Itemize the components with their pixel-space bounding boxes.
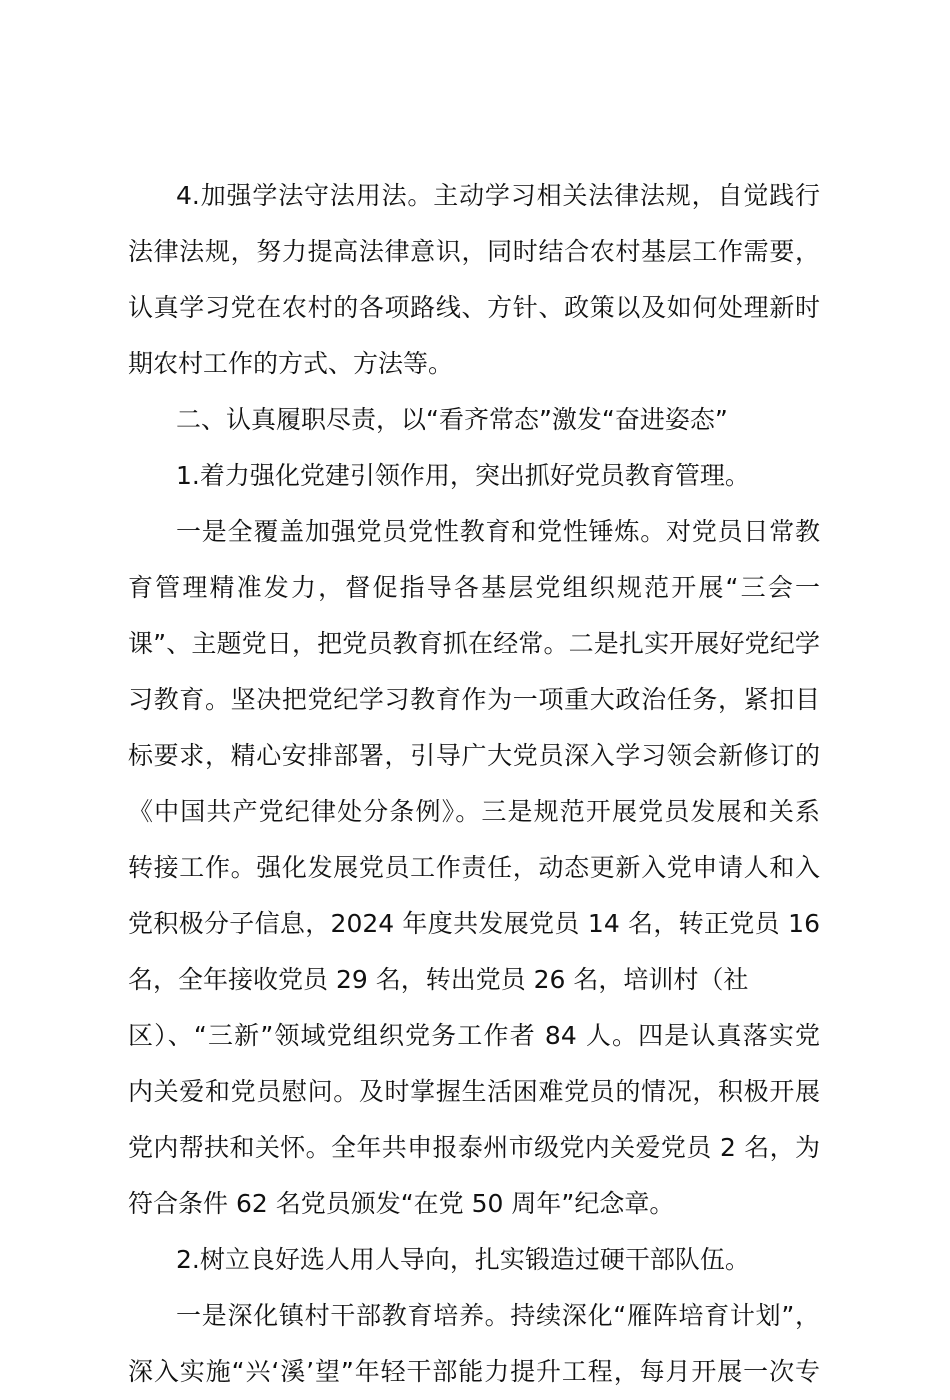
paragraph-line: 一是全覆盖加强党员党性教育和党性锤炼。对党员日常教 [176, 517, 820, 546]
paragraph-line: 习教育。坚决把党纪学习教育作为一项重大政治任务，紧扣目 [128, 685, 820, 714]
paragraph-line: 区）、“三新”领域党组织党务工作者 84 人。四是认真落实党 [128, 1021, 820, 1050]
paragraph-line: 名，全年接收党员 29 名，转出党员 26 名，培训村（社 [128, 965, 749, 994]
paragraph-line: 4.加强学法守法用法。主动学习相关法律法规，自觉践行 [176, 181, 820, 210]
paragraph-line: 标要求，精心安排部署，引导广大党员深入学习领会新修订的 [128, 741, 820, 770]
paragraph-line: 党积极分子信息，2024 年度共发展党员 14 名，转正党员 16 [128, 909, 820, 938]
paragraph-line: 法律法规，努力提高法律意识，同时结合农村基层工作需要， [128, 237, 820, 266]
paragraph-line: 内关爱和党员慰问。及时掌握生活困难党员的情况，积极开展 [128, 1077, 820, 1106]
paragraph-line: 符合条件 62 名党员颁发“在党 50 周年”纪念章。 [128, 1189, 675, 1218]
subsection-heading: 1.着力强化党建引领作用，突出抓好党员教育管理。 [176, 461, 750, 490]
document-body [128, 168, 820, 1400]
section-heading: 二、认真履职尽责，以“看齐常态”激发“奋进姿态” [176, 405, 728, 434]
paragraph-line: 深入实施“兴‘溪’望”年轻干部能力提升工程，每月开展一次专 [128, 1357, 820, 1386]
paragraph-line: 认真学习党在农村的各项路线、方针、政策以及如何处理新时 [128, 293, 820, 322]
paragraph-line: 期农村工作的方式、方法等。 [128, 349, 454, 378]
paragraph-line: 党内帮扶和关怀。全年共申报泰州市级党内关爱党员 2 名，为 [128, 1133, 820, 1162]
subsection-heading: 2.树立良好选人用人导向，扎实锻造过硬干部队伍。 [176, 1245, 750, 1274]
paragraph-line: 课”、主题党日，把党员教育抓在经常。二是扎实开展好党纪学 [128, 629, 820, 658]
paragraph-line: 转接工作。强化发展党员工作责任，动态更新入党申请人和入 [128, 853, 820, 882]
paragraph-line: 一是深化镇村干部教育培养。持续深化“雁阵培育计划”， [176, 1301, 820, 1330]
paragraph-line: 《中国共产党纪律处分条例》。三是规范开展党员发展和关系 [128, 797, 820, 826]
paragraph-line: 育管理精准发力，督促指导各基层党组织规范开展“三会一 [128, 573, 820, 602]
